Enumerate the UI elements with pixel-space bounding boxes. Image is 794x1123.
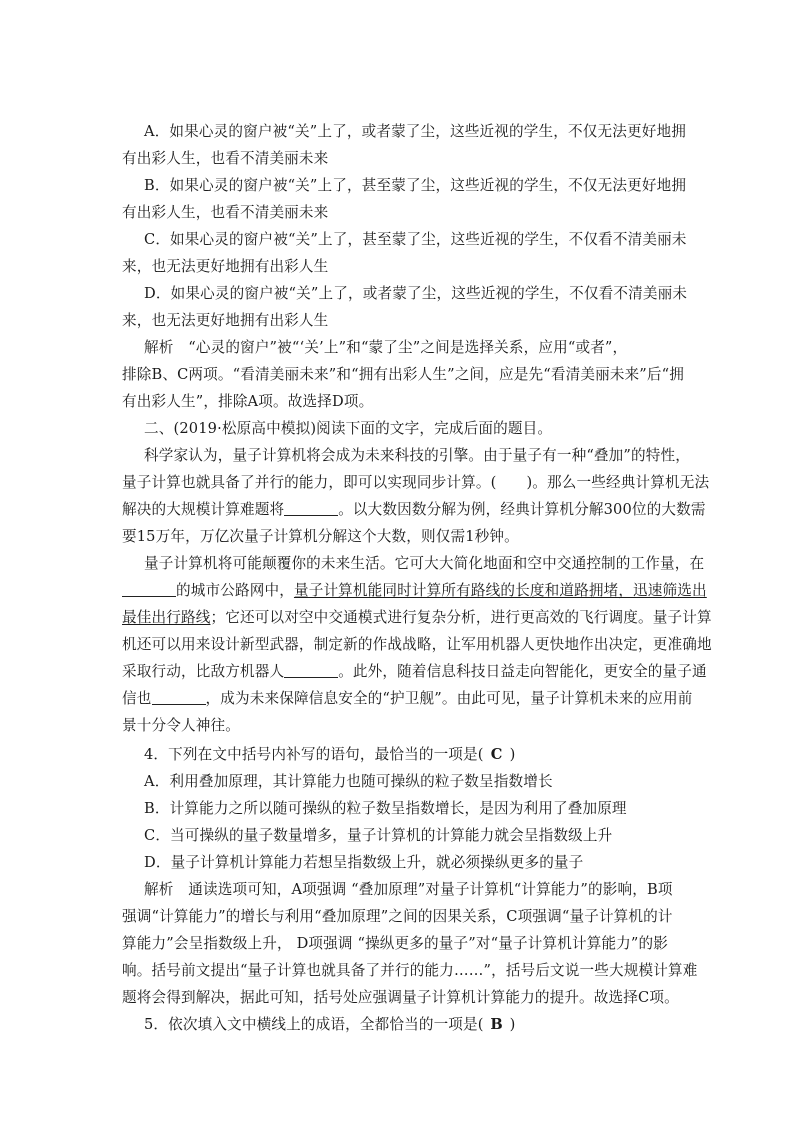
fill-blank-3 (284, 663, 338, 678)
underlined-sentence: 量子计算机能同时计算所有路线的长度和道路拥堵，迅速筛选出 (293, 582, 707, 599)
q3-option-a-line2: 有出彩人生，也看不清美丽未来 (122, 150, 329, 167)
passage-text: 采取行动，比敌方机器人 (122, 663, 285, 680)
q3-option-a-line1: A．如果心灵的窗户被“关”上了，或者蒙了尘，这些近视的学生，不仅无法更好地拥 (144, 123, 686, 140)
q4-option-d: D．量子计算机计算能力若想呈指数级上升，就必须操纵更多的量子 (144, 854, 584, 871)
passage-p2-line5 (122, 662, 707, 682)
q5-stem (144, 1015, 704, 1035)
fill-blank-4 (152, 690, 206, 705)
q3-option-d-line1: D．如果心灵的窗户被“关”上了，或者蒙了尘，这些近视的学生，不仅看不清美丽未 (144, 285, 688, 302)
passage-text: 。以大数因数分解为例，经典计算机分解300位的大数需 (338, 501, 706, 518)
passage-text: ，成为未来保障信息安全的“护卫舰”。由此可见，量子计算机未来的应用前 (205, 690, 693, 707)
question-text-close: ) (509, 746, 516, 763)
q3-option-d-line2: 来，也无法更好地拥有出彩人生 (122, 312, 329, 329)
fill-blank-2 (122, 582, 176, 597)
q4-analysis-line4: 响。括号前文提出“量子计算也就具备了并行的能力……”，括号后文说一些大规模计算难 (122, 962, 698, 979)
q4-option-c: C．当可操纵的量子数量增多，量子计算机的计算能力就会呈指数级上升 (144, 827, 613, 844)
passage-p2-line7: 景十分令人神往。 (122, 717, 240, 734)
passage-p2-line1: 量子计算机将可能颠覆你的未来生活。它可大大简化地面和空中交通控制的工作量，在 (144, 555, 705, 572)
passage-p2-line3 (122, 608, 712, 628)
answer-letter: B (490, 1016, 503, 1033)
passage-text: ；它还可以对空中交通模式进行复杂分析，进行更高效的飞行调度。量子计算 (210, 609, 712, 626)
passage-p1-line4: 要15万年，万亿次量子计算机分解这个大数，则仅需1秒钟。 (122, 528, 519, 545)
passage-p1-line1: 科学家认为，量子计算机将会成为未来科技的引擎。由于量子有一种“叠加”的特性， (144, 447, 690, 464)
underlined-sentence-end: 最佳出行路线 (122, 609, 211, 626)
question-text: 5．依次填入文中横线上的成语，全都恰当的一项是( (144, 1016, 484, 1033)
question-text-close: ) (509, 1016, 516, 1033)
q4-analysis-line3: 算能力”会呈指数级上升， D项强调 “操纵更多的量子”对“量子计算机计算能力”的影 (122, 935, 669, 952)
q3-analysis-line2: 排除B、C两项。“看清美丽未来”和“拥有出彩人生”之间，应是先“看清美丽未来”后“拥 (122, 366, 685, 383)
q4-stem (144, 745, 704, 765)
q3-option-b-line1: B．如果心灵的窗户被“关”上了，甚至蒙了尘，这些近视的学生，不仅无法更好地拥 (144, 177, 687, 194)
q4-option-a: A．利用叠加原理，其计算能力也随可操纵的粒子数呈指数增长 (144, 773, 553, 790)
q3-option-c-line2: 来，也无法更好地拥有出彩人生 (122, 258, 329, 275)
q3-analysis-line1: 解析 “心灵的窗户”被“‘关’上”和“蒙了尘”之间是选择关系，应用“或者”， (144, 339, 628, 356)
section-heading: 二、(2019·松原高中模拟)阅读下面的文字，完成后面的题目。 (144, 420, 553, 437)
fill-blank-1 (284, 501, 338, 516)
passage-p2-line2 (122, 581, 707, 601)
q3-option-b-line2: 有出彩人生，也看不清美丽未来 (122, 204, 329, 221)
passage-text: 量子计算也就具备了并行的能力，即可以实现同步计算。( (122, 474, 497, 491)
passage-p1-line2 (122, 473, 710, 493)
q4-analysis-line2: 强调“计算能力”的增长与利用“叠加原理”之间的因果关系，C项强调“量子计算机的计 (122, 908, 673, 925)
passage-text: 的城市公路网中， (176, 582, 294, 599)
passage-p1-line3 (122, 500, 706, 520)
passage-text: 信也 (122, 690, 152, 707)
passage-text: 。此外，随着信息科技日益走向智能化，更安全的量子通 (338, 663, 707, 680)
passage-text: 解决的大规模计算难题将 (122, 501, 285, 518)
passage-p2-line4: 机还可以用来设计新型武器，制定新的作战战略，让军用机器人更快地作出决定，更准确地 (122, 636, 712, 653)
q3-option-c-line1: C．如果心灵的窗户被“关”上了，甚至蒙了尘，这些近视的学生，不仅看不清美丽未 (144, 231, 687, 248)
passage-p2-line6 (122, 689, 693, 709)
answer-letter: C (490, 746, 503, 763)
q4-analysis-line1: 解析 通读选项可知，A项强调 “叠加原理”对量子计算机“计算能力”的影响，B项 (144, 881, 673, 898)
question-text: 4．下列在文中括号内补写的语句，最恰当的一项是( (144, 746, 484, 763)
q3-analysis-line3: 有出彩人生”，排除A项。故选择D项。 (122, 393, 374, 410)
q4-option-b: B．计算能力之所以随可操纵的粒子数呈指数增长，是因为利用了叠加原理 (144, 800, 627, 817)
q4-analysis-line5: 题将会得到解决，据此可知，括号处应强调量子计算机计算能力的提升。故选择C项。 (122, 989, 679, 1006)
passage-text: )。那么一些经典计算机无法 (526, 474, 710, 491)
